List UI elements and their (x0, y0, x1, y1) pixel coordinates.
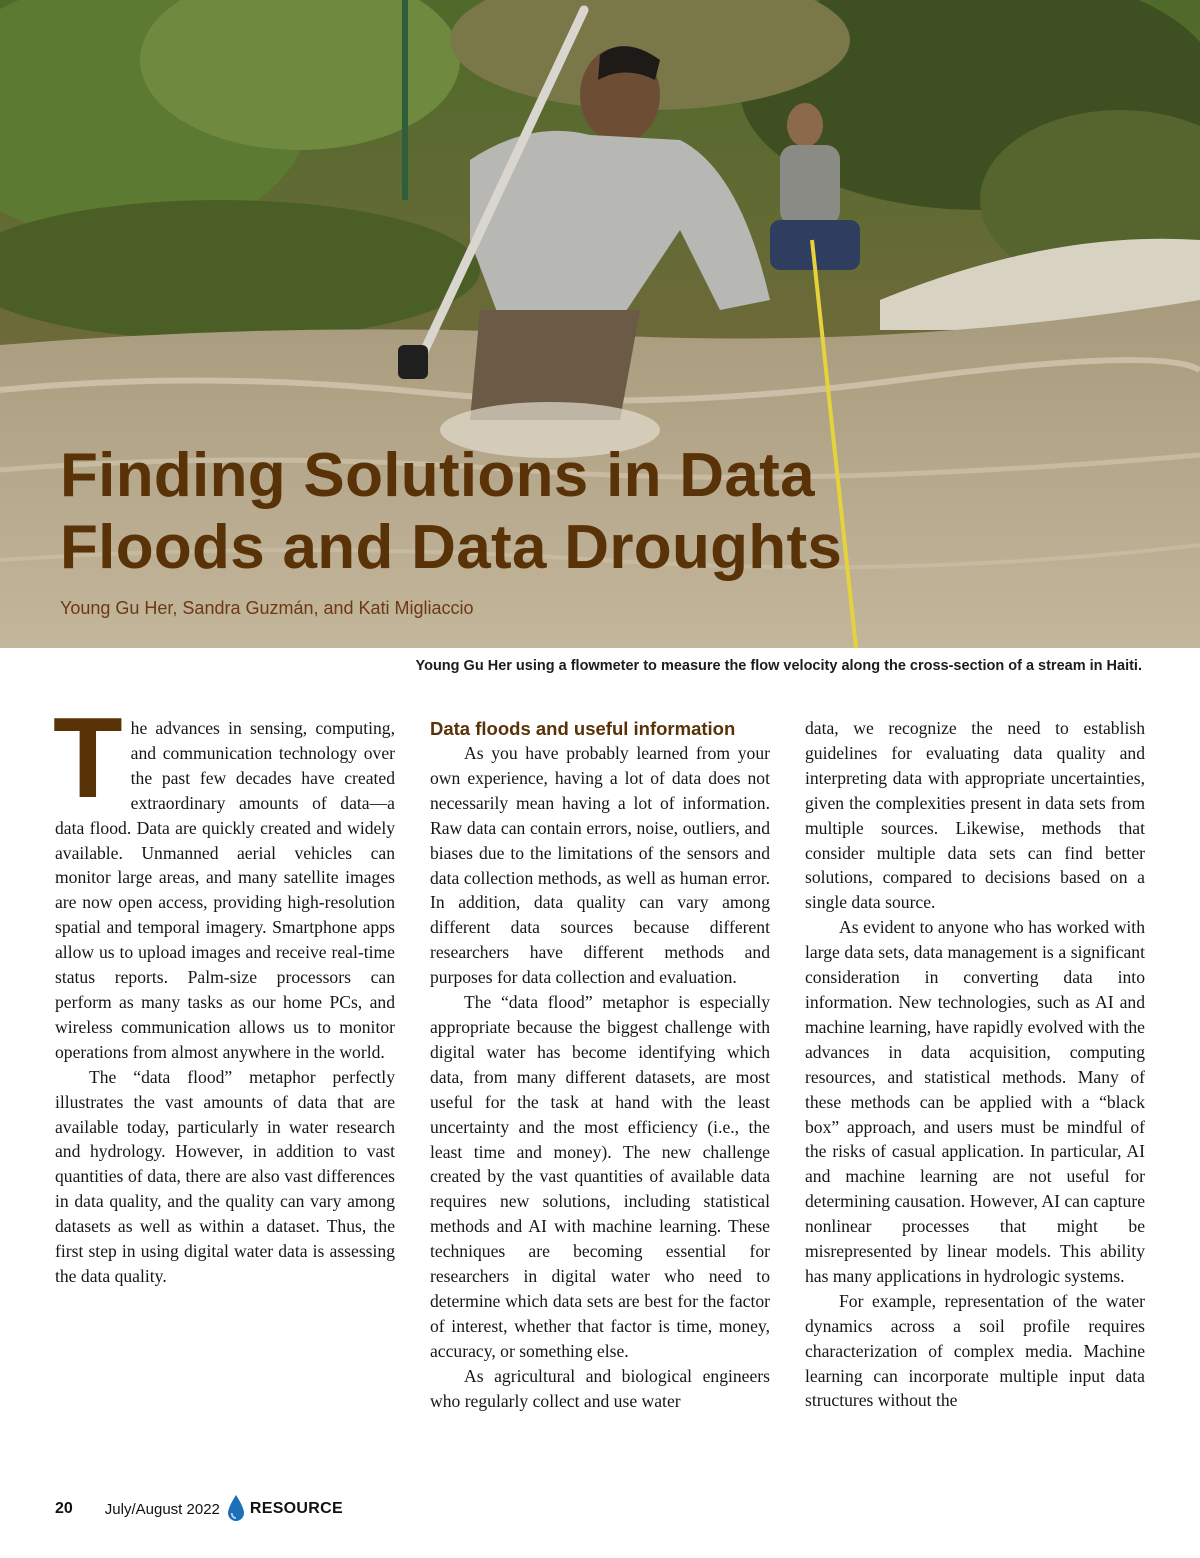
paragraph: As you have probably learned from your own experience, having a lot of data does not necessarily mean having a lot of information. Raw data can contain errors, noise, outliers, and biases due to the limitations of the sensors and data collection methods, as well as human error. In addition, data quality can vary among different data sources because different researchers have different methods and purposes for data collection and evaluation. (430, 743, 770, 988)
paragraph-text: he advances in sensing, computing, and communication technology over the past few decades have created extraordinary amounts of data—a data flood. Data are quickly created and widely available. Unmanned aerial vehicles can monitor large areas, and many satellite images are now open access, providing high-resolution spatial and temporal imagery. Smartphone apps allow us to upload images and receive real-time status reports. Palm-size processors can perform as many tasks as our home PCs, and wireless communication allows us to monitor operations from almost anywhere in the world. (55, 718, 395, 1062)
photo-caption: Young Gu Her using a flowmeter to measure the flow velocity along the cross-section of a stream in Haiti. (415, 658, 1142, 674)
column-1 (53, 695, 395, 1289)
issue-date: July/August 2022 (104, 1500, 220, 1518)
paragraph: As evident to anyone who has worked with large data sets, data management is a significant consideration in converting data into information. New technologies, such as AI and machine learning, have rapidly evolved with the advances in data acquisition, computing resources, and statistical methods. Many of these methods can be applied with a “black box” approach, and users must be mindful of the risks of casual application. In particular, AI and machine learning are not useful for determining causation. However, AI can capture nonlinear processes that might be misrepresented by linear models. This ability has many applications in hydrologic systems. (805, 917, 1145, 1286)
title-line-2: Floods and Data Droughts (60, 513, 843, 582)
paragraph: For example, representation of the water dynamics across a soil profile requires characterization of complex media. Machine learning can incorporate multiple input data structures without the (805, 1290, 1145, 1411)
page-footer (55, 1492, 343, 1526)
paragraph: The “data flood” metaphor perfectly illustrates the vast amounts of data that are available today, particularly in water research and hydrology. However, in addition to vast quantities of data, there are also vast differences in data quality, and the quality can vary among datasets as well as within a dataset. Thus, the first step in using digital water data is assessing the data quality. (55, 1066, 395, 1286)
page-number: 20 (55, 1500, 73, 1517)
paragraph: As agricultural and biological engineers who regularly collect and use water (430, 1365, 770, 1411)
magazine-brand: RESOURCE (249, 1500, 343, 1517)
drop-cap: T (53, 695, 123, 822)
section-heading: Data floods and useful information (430, 718, 736, 739)
water-drop-icon (226, 1494, 246, 1524)
article-title (60, 440, 1060, 584)
hero-photo (0, 0, 1200, 648)
article-authors: Young Gu Her, Sandra Guzmán, and Kati Migliaccio (60, 598, 474, 618)
title-line-1: Finding Solutions in Data (60, 441, 815, 510)
paragraph (53, 695, 395, 1065)
column-3 (805, 716, 1145, 1413)
column-2 (430, 716, 770, 1413)
paragraph: data, we recognize the need to establish guidelines for evaluating data quality and interpreting data with appropriate uncertainties, given the complexities present in data sets from multiple sources. Likewise, methods that consider multiple data sets can find better solutions, compared to decisions based on a single data source. (805, 718, 1145, 913)
paragraph: The “data flood” metaphor is especially appropriate because the biggest challenge with digital water has become identifying which data, from many different datasets, are most useful for the task at hand with the least uncertainty and the most efficiency (i.e., the least time and money). The new challenge created by the vast quantities of available data requires new solutions, including statistical methods and AI with machine learning. These techniques are becoming essential for researchers in digital water who need to determine which data sets are best for the factor of interest, whether that factor is time, money, accuracy, or something else. (430, 992, 770, 1361)
